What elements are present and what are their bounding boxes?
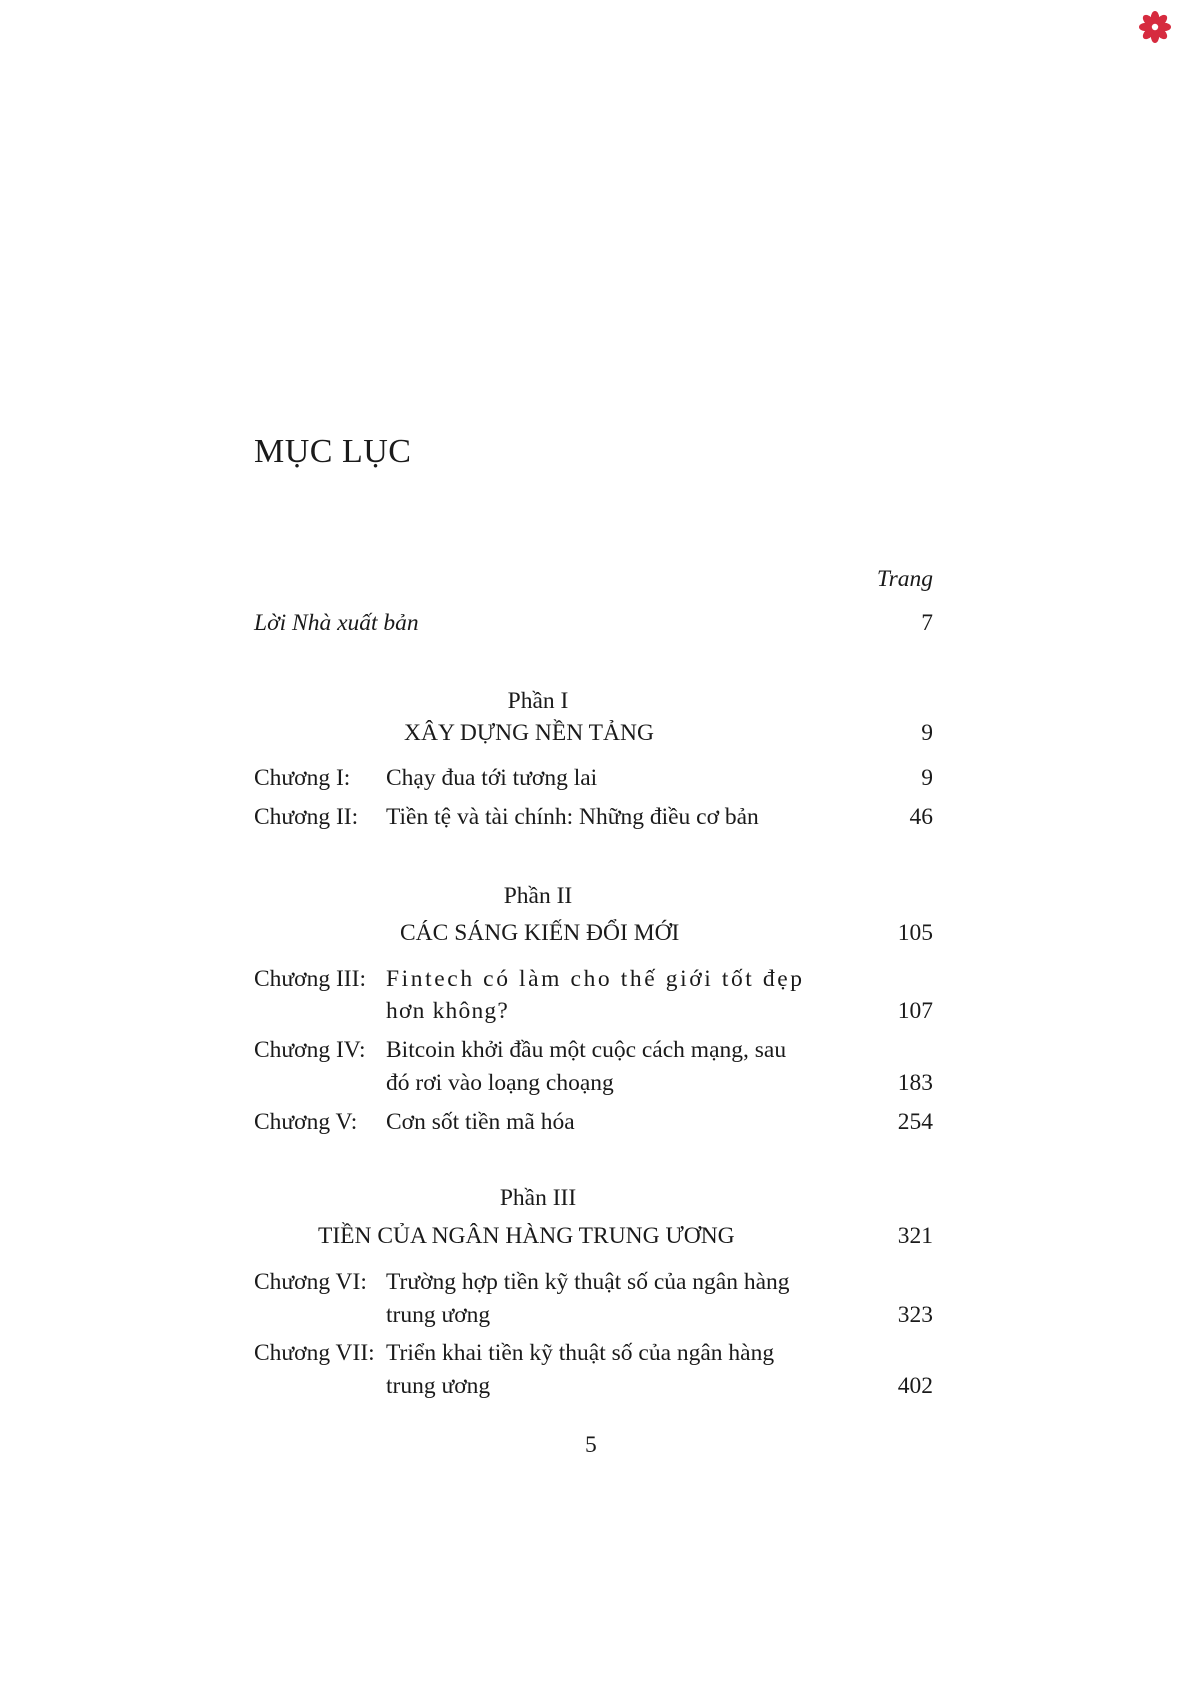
part-title[interactable]: TIỀN CỦA NGÂN HÀNG TRUNG ƯƠNG — [318, 1223, 735, 1249]
toc-foreword-title[interactable]: Lời Nhà xuất bản — [254, 610, 419, 636]
chapter-title-continued[interactable]: trung ương — [386, 1302, 491, 1328]
chapter-label: Chương VI: — [254, 1269, 367, 1295]
chapter-title[interactable]: Tiền tệ và tài chính: Những điều cơ bản — [386, 804, 759, 830]
chapter-title[interactable]: Bitcoin khởi đầu một cuộc cách mạng, sau — [386, 1037, 787, 1063]
chapter-page: 323 — [897, 1302, 933, 1328]
publisher-logo-icon — [1138, 10, 1172, 44]
part-label: Phần I — [507, 688, 569, 714]
chapter-page: 46 — [909, 804, 933, 830]
chapter-label: Chương II: — [254, 804, 359, 830]
chapter-page: 254 — [897, 1109, 933, 1135]
chapter-label: Chương I: — [254, 765, 351, 791]
toc-foreword-page: 7 — [921, 610, 933, 636]
part-page: 321 — [897, 1223, 933, 1249]
part-label: Phần II — [503, 883, 573, 909]
chapter-title-continued[interactable]: đó rơi vào loạng choạng — [386, 1070, 614, 1096]
chapter-page: 9 — [921, 765, 933, 791]
part-label: Phần III — [499, 1185, 577, 1211]
chapter-page: 402 — [897, 1373, 933, 1399]
chapter-title[interactable]: Triển khai tiền kỹ thuật số của ngân hàng — [386, 1340, 775, 1366]
chapter-title[interactable]: Cơn sốt tiền mã hóa — [386, 1109, 575, 1135]
chapter-title[interactable]: Chạy đua tới tương lai — [386, 765, 598, 791]
chapter-label: Chương IV: — [254, 1037, 366, 1063]
chapter-label: Chương III: — [254, 966, 366, 992]
page-number: 5 — [585, 1432, 597, 1458]
part-title[interactable]: CÁC SÁNG KIẾN ĐỔI MỚI — [400, 920, 680, 946]
part-title[interactable]: XÂY DỰNG NỀN TẢNG — [404, 720, 654, 746]
part-page: 105 — [897, 920, 933, 946]
chapter-label: Chương V: — [254, 1109, 358, 1135]
page-column-label: Trang — [876, 566, 933, 592]
chapter-page: 107 — [897, 998, 933, 1024]
chapter-title-continued[interactable]: hơn không? — [386, 998, 509, 1024]
chapter-label: Chương VII: — [254, 1340, 375, 1366]
chapter-title[interactable]: Trường hợp tiền kỹ thuật số của ngân hàng — [386, 1269, 790, 1295]
chapter-page: 183 — [897, 1070, 933, 1096]
part-page: 9 — [921, 720, 933, 746]
chapter-title[interactable]: Fintech có làm cho thế giới tốt đẹp — [386, 966, 805, 992]
page-title: MỤC LỤC — [254, 433, 412, 470]
chapter-title-continued[interactable]: trung ương — [386, 1373, 491, 1399]
